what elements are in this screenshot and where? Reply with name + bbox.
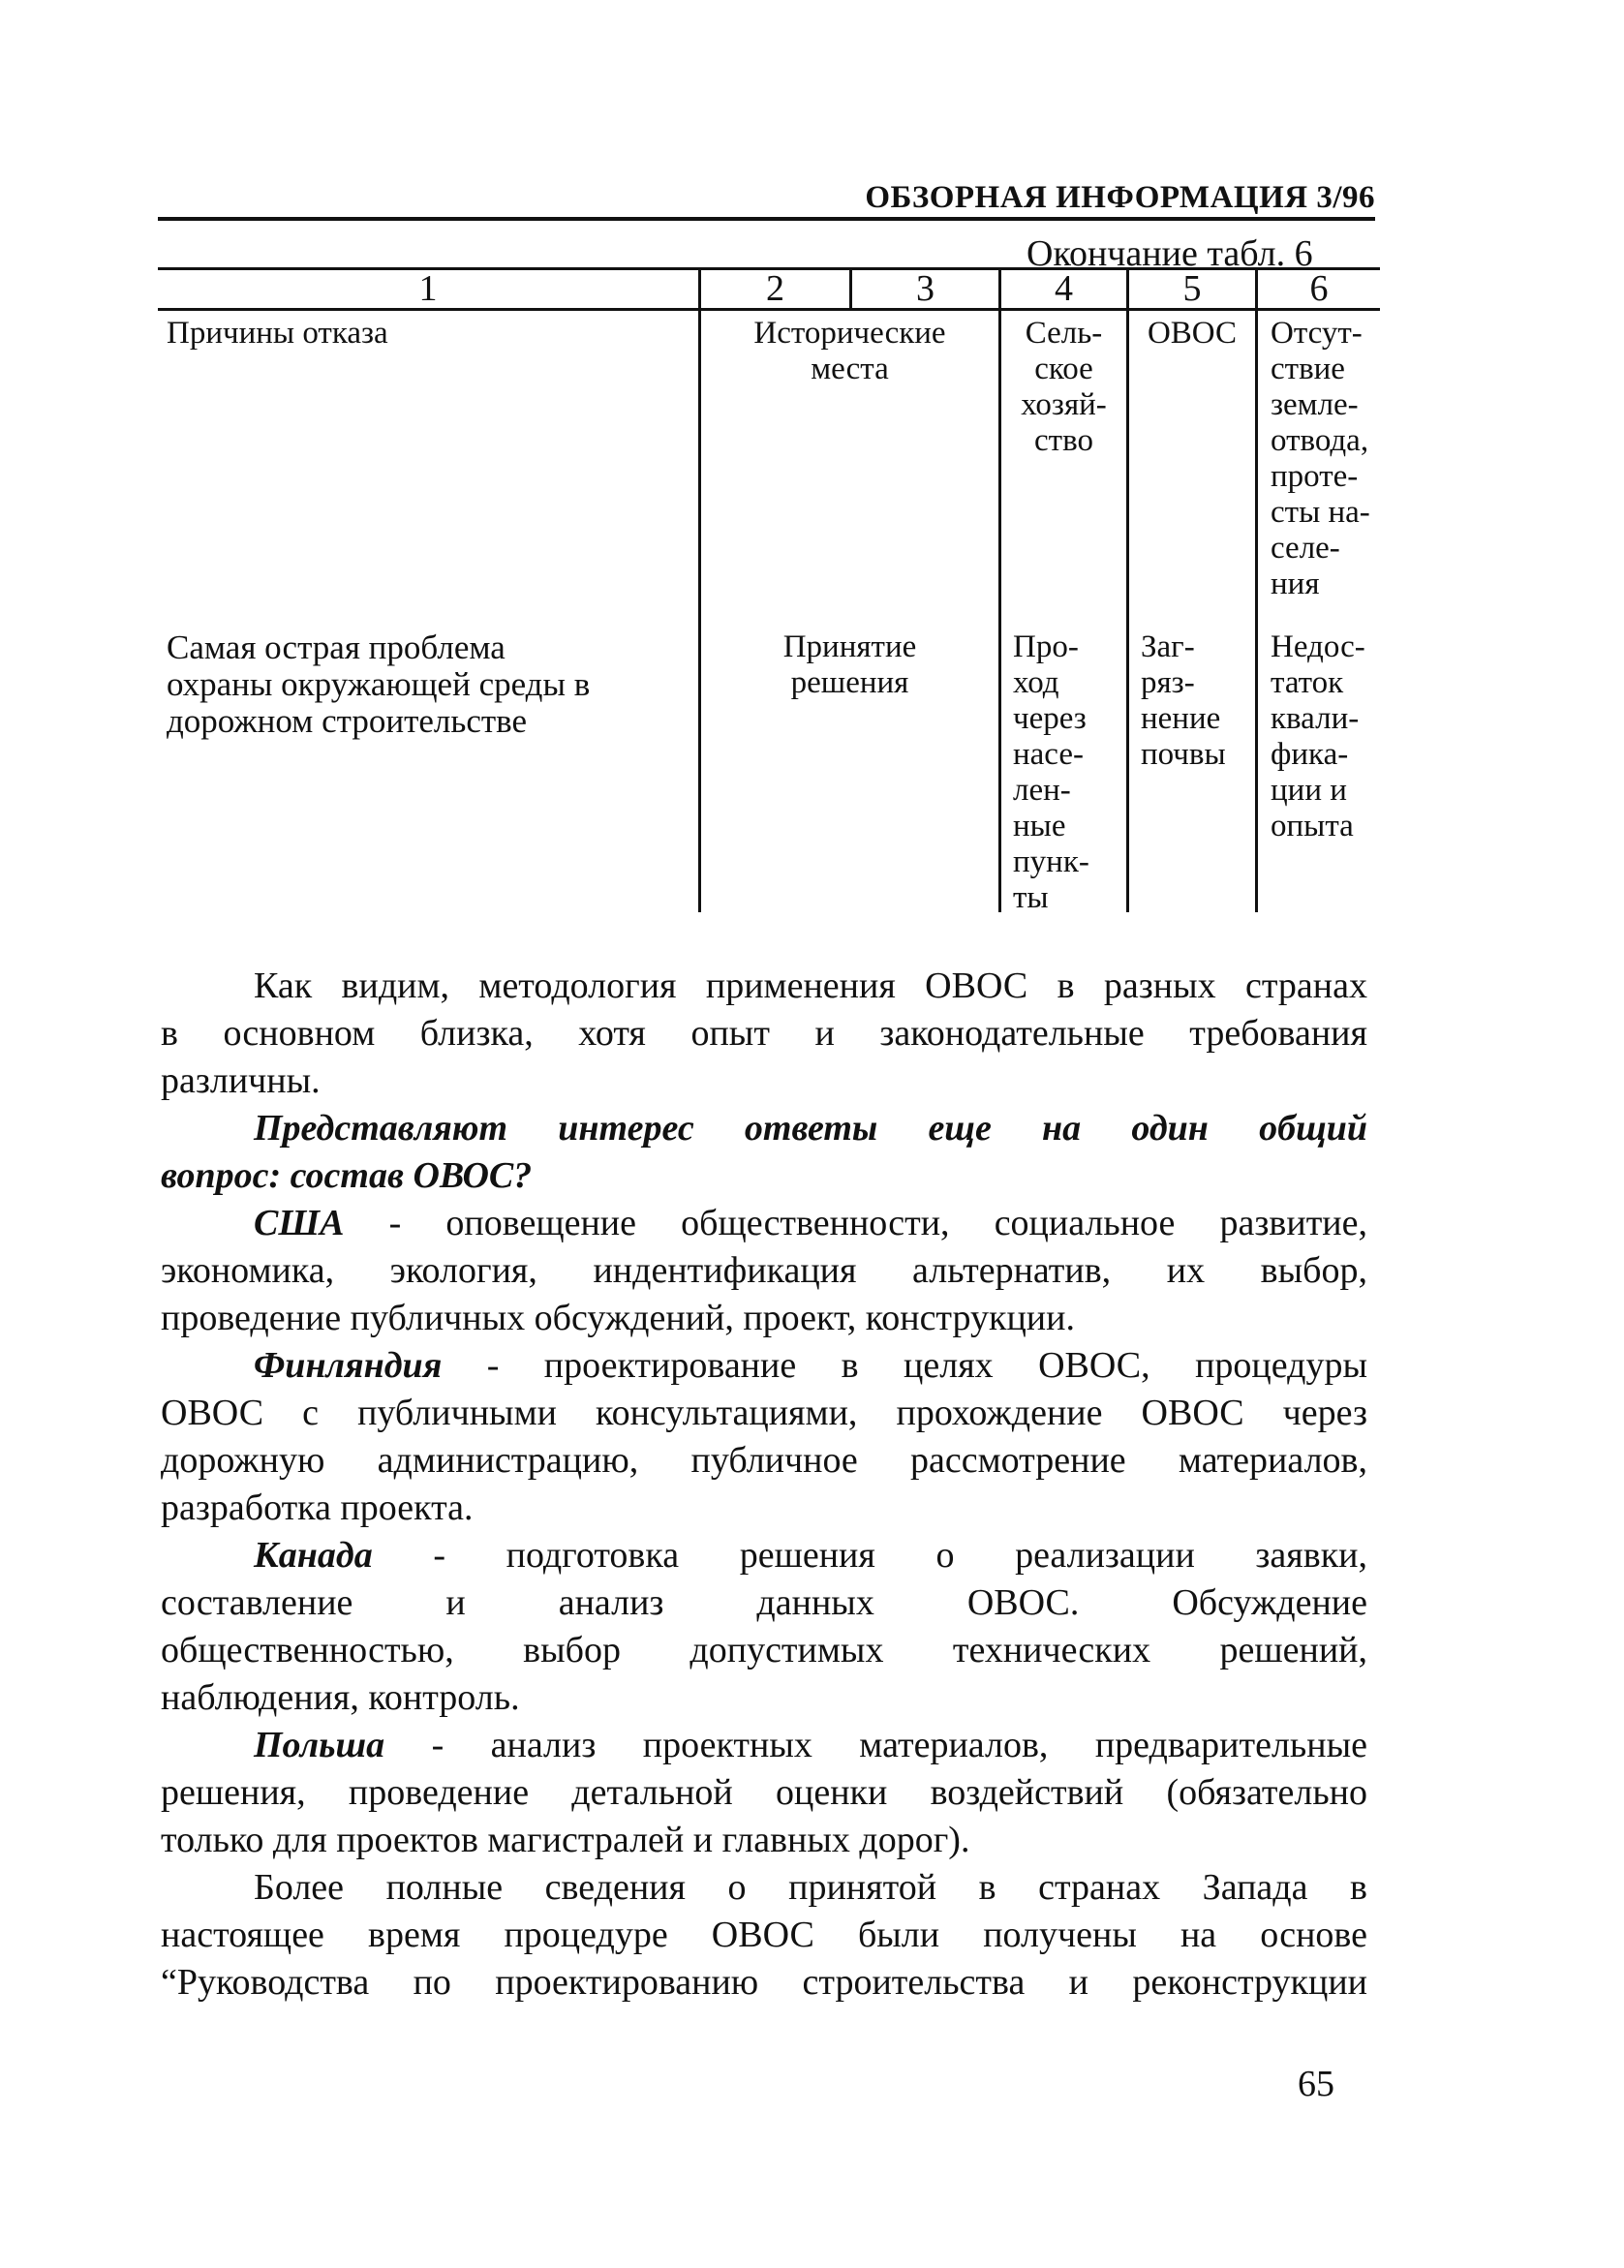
table-cell-ovos: ОВОС — [1147, 316, 1238, 351]
paragraph-poland: Польша - анализ проектных материалов, предварительные решения, проведение детальной оценки воздействий (обязательно только для проектов магистралей и главных дорог). — [161, 1725, 1367, 1860]
paragraph-canada: Канада - подготовка решения о реализации заявки, составление и анализ данных ОВОС. Обсуждение общественностью, выбор допустимых технических решений, наблюдения, контроль. — [161, 1535, 1367, 1718]
table-cell-agriculture: Сель- ское хозяй- ство — [1021, 316, 1107, 458]
paragraph-question: Представляют интерес ответы еще на один общий вопрос: состав ОВОС? — [161, 1108, 1367, 1196]
paragraph-usa: США - оповещение общественности, социальное развитие, экономика, экология, индентификация альтернатив, их выбор, проведение публичных обсуждений, проект, конструкции. — [161, 1203, 1367, 1338]
table-divider — [1255, 267, 1258, 912]
column-number: 5 — [1182, 268, 1202, 309]
table-cell-lack-of-skills: Недос- таток квали- фика- ции и опыта — [1271, 629, 1365, 843]
table-cell-soil-pollution: Заг- ряз- нение почвы — [1141, 629, 1226, 772]
table-caption: Окончание табл. 6 — [1026, 233, 1313, 274]
paragraph-more-details: Более полные сведения о принятой в странах Запада в настоящее время процедуре ОВОС были получены на основе “Руководства по проектированию строительства и реконструкции — [161, 1867, 1367, 2003]
table-cell-settlements: Про- ход через насе- лен- ные пунк- ты — [1013, 629, 1089, 915]
column-number: 6 — [1309, 268, 1329, 309]
column-number: 3 — [916, 268, 935, 309]
header-rule — [158, 217, 1375, 221]
page-number: 65 — [1298, 2064, 1334, 2104]
column-number: 4 — [1055, 268, 1073, 309]
table-cell-historic-places: Исторические места — [753, 316, 946, 386]
country-label-poland: Польша — [254, 1725, 385, 1765]
table-cell-no-land: Отсут- ствие земле- отвода, проте- сты на- селе- ния — [1271, 316, 1370, 601]
table-cell-reason-label: Причины отказа — [167, 316, 388, 351]
running-header: ОБЗОРНАЯ ИНФОРМАЦИЯ 3/96 — [865, 180, 1375, 215]
paragraph-methodology: Как видим, методология применения ОВОС в разных странах в основном близка, хотя опыт и законодательные требования различны. — [161, 965, 1367, 1101]
body-text — [161, 963, 1367, 2007]
table-cell-main-problem: Самая острая проблема охраны окружающей среды в дорожном строительстве — [167, 628, 591, 740]
country-label-canada: Канада — [254, 1535, 373, 1576]
paragraph-finland: Финляндия - проектирование в целях ОВОС, процедуры ОВОС с публичными консультациями, прохождение ОВОС через дорожную администрацию, публичное рассмотрение материалов, разработка проекта. — [161, 1345, 1367, 1528]
column-number: 2 — [766, 268, 784, 309]
country-label-finland: Финляндия — [254, 1345, 443, 1386]
column-number: 1 — [418, 268, 438, 309]
country-label-usa: США — [254, 1203, 345, 1243]
table-cell-decision: Принятие решения — [782, 629, 917, 700]
table-divider — [1126, 267, 1129, 912]
